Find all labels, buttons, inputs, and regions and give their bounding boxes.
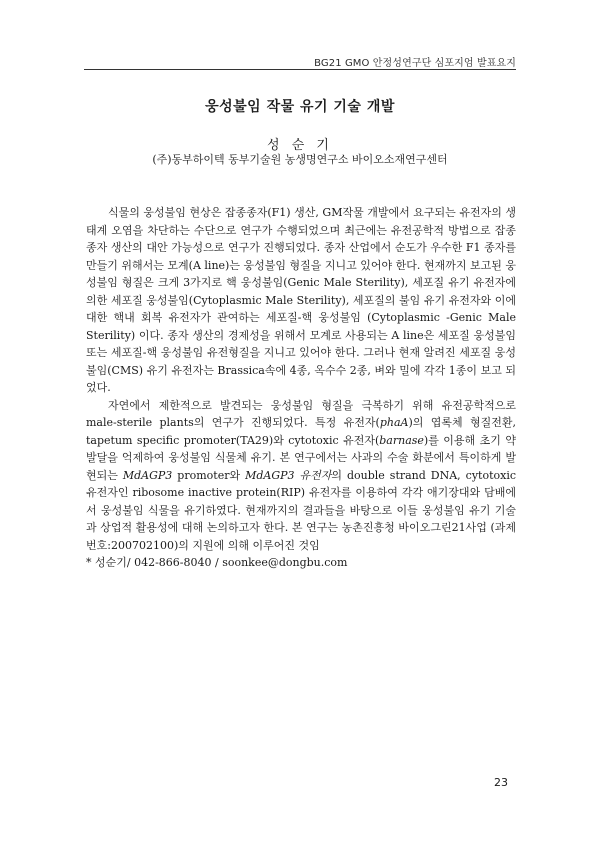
paragraph-1: 식물의 웅성불임 현상은 잡종종자(F1) 생산, GM작물 개발에서 요구되는 유전자의 생태계 오염을 차단하는 수단으로 연구가 수행되었으며 최근에는 유전공학적 방법으로 잡종종자 생산의 대안 가능성으로 연구가 진행되었다. 종자 산업에서 순도가 우수한 F1 종자를 만들기 위해서는 모계(A line)는 웅성불임 형질을 지니고 있어야 한다. 현재까지 보고된 웅성불임 형질은 크게 3가지로 핵 웅성불임(Genic Male Sterility), 세포질 유기 유전자에 의한 세포질 웅성불임(Cytoplasmic Male Sterility), 세포질의 불임 유기 유전자와 이에 대한 핵내 회복 유전자가 관여하는 세포질-핵 웅성불임 (Cytoplasmic -Genic Male Sterility) 이다. 종자 생산의 경제성을 위해서 모계로 사용되는 A line은 세포질 웅성불임 또는 세포질-핵 웅성불임 유전형질을 지니고 있어야 한다. 그러나 현재 알려진 세포질 웅성불임(CMS) 유기 유전자는 Brassica속에 4종, 옥수수 2종, 벼와 밀에 각각 1종이 보고 되었다. bbox=[86, 206, 516, 394]
paragraph-2-text: promoter와 bbox=[172, 468, 246, 482]
gene-name-phaA: phaA bbox=[379, 416, 409, 429]
paragraph-2-text: )의 엽록체 형질전환, tapetum specific promoter(TA29)와 cytotoxic 유전자( bbox=[86, 416, 516, 447]
gene-name-mdagp3-promoter: MdAGP3 bbox=[122, 468, 173, 482]
running-header bbox=[0, 0, 600, 80]
paragraph-2-text: 의 double strand DNA, cytotoxic 유전자인 ribosome inactive protein(RIP) 유전자를 이용하여 각각 애기장대와 담배에서 웅성불임 식물을 유기하였다. 현재까지의 결과들을 바탕으로 이들 웅성불임 유기 기술과 상업적 활용성에 대해 논의하고자 한다. 본 연구는 농촌진흥청 바이오그린21사업 (과제번호:200702100)의 지원에 의해 이루어진 것임 bbox=[86, 468, 517, 552]
gene-name-barnase: barnase bbox=[379, 433, 424, 447]
paragraph-2 bbox=[86, 397, 516, 555]
abstract-body bbox=[86, 204, 516, 572]
contact-footnote: * 성순기/ 042-866-8040 / soonkee@dongbu.com bbox=[86, 556, 348, 569]
page-number: 23 bbox=[494, 776, 508, 789]
author-affiliation: (주)동부하이텍 동부기술원 농생명연구소 바이오소재연구센터 bbox=[152, 153, 448, 166]
author-name: 성 순 기 bbox=[267, 138, 333, 153]
article-title: 웅성불임 작물 유기 기술 개발 bbox=[205, 99, 395, 115]
gene-name-mdagp3: MdAGP3 유전자 bbox=[245, 468, 332, 482]
paragraph-2-text: )를 이용해 초기 약 발달을 억제하여 웅성불임 식물체 유기. 본 연구에서는 사과의 수술 화분에서 특이하게 발현되는 bbox=[86, 433, 516, 482]
header-rule bbox=[84, 69, 516, 70]
paragraph-2-text: 자연에서 제한적으로 발견되는 웅성불임 형질을 극복하기 위해 유전공학적으로 male-sterile plants의 연구가 진행되었다. 특정 유전자( bbox=[86, 398, 516, 429]
running-title: BG21 GMO 안정성연구단 심포지엄 발표요지 bbox=[314, 58, 516, 69]
